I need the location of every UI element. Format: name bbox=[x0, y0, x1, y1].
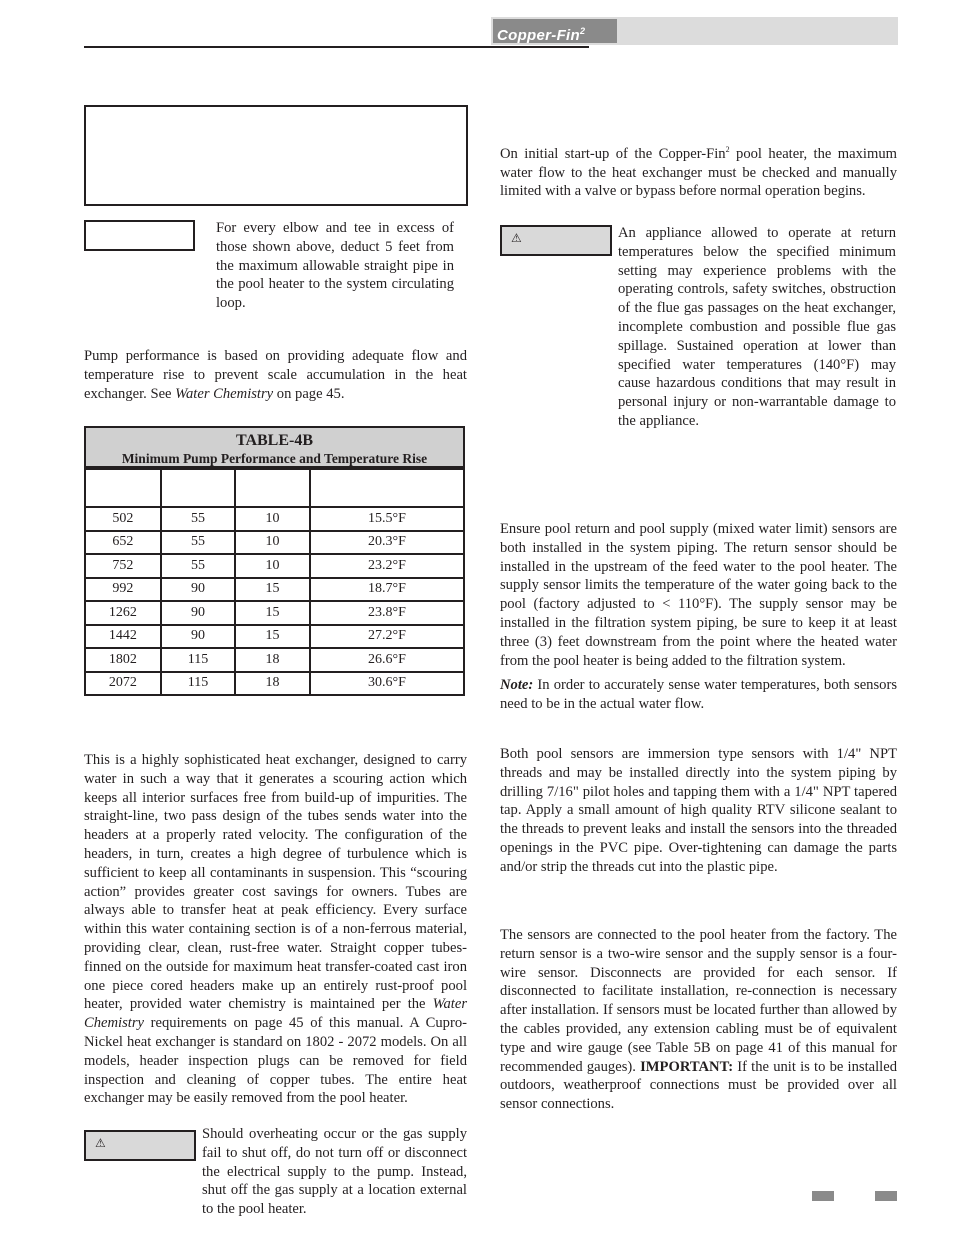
startup-text-2: pool heater, the maximum water flow to the heat exchanger must be checked and manually limited with a valve or bypass before normal operation begins. bbox=[500, 145, 897, 200]
note-label-box bbox=[84, 220, 195, 251]
important-label: IMPORTANT: bbox=[640, 1058, 734, 1075]
logo-text: Copper-Fin bbox=[497, 27, 580, 44]
overheating-warning: Should overheating occur or the gas supply fail to shut off, do not turn off or disconnect the electrical supply to the pump. Instead, shut off the gas supply at a location external to the pool heater. bbox=[202, 1126, 467, 1218]
pipe-cell: 15 bbox=[235, 601, 310, 625]
temp-rise-cell: 27.2°F bbox=[310, 625, 464, 649]
pump-performance-table bbox=[84, 468, 465, 696]
table-row bbox=[85, 578, 464, 602]
pipe-cell: 15 bbox=[235, 578, 310, 602]
temp-rise-cell: 18.7°F bbox=[310, 578, 464, 602]
pipe-cell: 10 bbox=[235, 507, 310, 531]
footer-mark bbox=[875, 1191, 897, 1201]
table-4b-header bbox=[84, 426, 465, 468]
gpm-cell: 90 bbox=[161, 578, 236, 602]
hx-text-2: requirements on page 45 of this manual. A Cupro-Nickel heat exchanger is standard on 1802 - 2072 models. On all models, header inspection plugs can be removed for field inspection and cleaning of copper tubes. The entire heat exchanger may be easily removed from the pool heater. bbox=[84, 1015, 467, 1107]
table-row bbox=[85, 648, 464, 672]
connect-text-1: The sensors are connected to the pool heater from the factory. The return sensor is a two-wire sensor and the supply sensor is a four-wire sensor. Disconnects are provided for each sensor. If disconnected to facilitate installation, re-connection is necessary after installation. If sensors must be located further than allowed by the cables provided, any extension cabling must be of equivalent type and wire gauge (see Table 5B on page 41 of this manual for recommended gauges). bbox=[500, 927, 897, 1075]
model-cell: 652 bbox=[85, 531, 161, 555]
pipe-cell: 10 bbox=[235, 554, 310, 578]
gpm-cell: 55 bbox=[161, 531, 236, 555]
water-chemistry-ref: Water Chemistry bbox=[84, 996, 467, 1032]
header-rule bbox=[84, 46, 589, 48]
blank-box bbox=[84, 105, 468, 206]
connect-text-2: If the unit is to be installed outdoors, weatherproof connections must be provided over all sensor connections. bbox=[500, 1058, 897, 1113]
pump-perf-text-2: on page 45. bbox=[273, 385, 345, 402]
warning-label-box bbox=[500, 225, 612, 256]
table-row bbox=[85, 601, 464, 625]
temp-rise-cell: 23.2°F bbox=[310, 554, 464, 578]
sensor-connection-paragraph bbox=[500, 926, 897, 1114]
temp-rise-cell: 23.8°F bbox=[310, 601, 464, 625]
logo-superscript: 2 bbox=[580, 26, 586, 36]
sensors-paragraph: Ensure pool return and pool supply (mixed water limit) sensors are both installed in the system piping. The return sensor should be installed in the upstream of the feed water to the pool heater. The supply sensor limits the temperature of the water going back to the pool (factory adjusted to < 110°F). The supply sensor may be installed in the filtration system piping, be sure to keep it at least three (3) feet downstream from the point where the heated water from the pool heater is being added to the filtration system. bbox=[500, 521, 897, 669]
pipe-cell: 10 bbox=[235, 531, 310, 555]
model-cell: 992 bbox=[85, 578, 161, 602]
temp-rise-cell: 15.5°F bbox=[310, 507, 464, 531]
table-subtitle: Minimum Pump Performance and Temperature Rise bbox=[121, 451, 428, 466]
table-row bbox=[85, 625, 464, 649]
pipe-cell: 15 bbox=[235, 625, 310, 649]
model-cell: 1802 bbox=[85, 648, 161, 672]
model-cell: 502 bbox=[85, 507, 161, 531]
pump-performance-paragraph bbox=[84, 347, 467, 403]
gpm-cell: 115 bbox=[161, 672, 236, 696]
gpm-cell: 90 bbox=[161, 601, 236, 625]
startup-paragraph bbox=[500, 141, 897, 201]
header-cell bbox=[161, 469, 236, 507]
pipe-cell: 18 bbox=[235, 672, 310, 696]
model-cell: 1262 bbox=[85, 601, 161, 625]
return-temperature-warning: An appliance allowed to operate at return temperatures below the specified minimum setting may experience problems with the operating controls, safety switches, obstruction of the flue gas passages on the heat exchanger, incomplete combustion and possible flue gas spillage. Sustained operation at lower than specified water temperatures (140°F) may cause hazardous conditions that may result in personal injury or non-warrantable damage to the appliance. bbox=[618, 225, 896, 429]
temp-rise-cell: 30.6°F bbox=[310, 672, 464, 696]
gpm-cell: 115 bbox=[161, 648, 236, 672]
warning-label-box bbox=[84, 1130, 196, 1161]
heat-exchanger-paragraph bbox=[84, 751, 467, 1108]
table-row bbox=[85, 554, 464, 578]
note-paragraph bbox=[500, 676, 897, 714]
table-title: TABLE-4B bbox=[235, 432, 314, 449]
model-cell: 752 bbox=[85, 554, 161, 578]
gpm-cell: 55 bbox=[161, 507, 236, 531]
table-header-row bbox=[85, 469, 464, 507]
model-cell: 1442 bbox=[85, 625, 161, 649]
table-row bbox=[85, 672, 464, 696]
footer-mark bbox=[812, 1191, 834, 1201]
gpm-cell: 90 bbox=[161, 625, 236, 649]
temp-rise-cell: 26.6°F bbox=[310, 648, 464, 672]
brand-logo bbox=[493, 19, 617, 43]
immersion-sensors-paragraph: Both pool sensors are immersion type sensors with 1/4" NPT threads and may be installed directly into the system piping by drilling 7/16" pilot holes and tapping them with a 1/4" NPT tapered tap. Apply a small amount of high quality RTV silicone sealant to the threads to prevent leaks and install the sensors into the threaded openings in the PVC pipe. Over-tightening can damage the parts and/or strip the threads cut into the plastic pipe. bbox=[500, 746, 897, 875]
note-text: In order to accurately sense water temperatures, both sensors need to be in the actual water flow. bbox=[500, 677, 897, 712]
pump-perf-text-1: Pump performance is based on providing adequate flow and temperature rise to prevent scale accumulation in the heat exchanger. See bbox=[84, 348, 467, 402]
hx-text-1: This is a highly sophisticated heat exchanger, designed to carry water in such a way that it generates a scouring action which keeps all interior surfaces free from build-up of impurities. The straight-line, two pass design of the tubes sends water into the headers at a properly rated velocity. The configuration of the headers, in turn, creates a high degree of turbulence which is sufficient to keep all contaminants in suspension. This “scouring action” provides greater cost savings for owners. Tubes are always able to transfer heat at peak efficiency. Every surface within this water containing section is of a non-ferrous material, providing clear, clean, rust-free water. Straight copper tubes-finned on the outside for maximum heat transfer-coated cast iron one piece cored headers make up an entirely rust-proof pool heater, provided water chemistry is maintained per the bbox=[84, 752, 467, 1013]
warning-triangle-icon: ⚠ bbox=[95, 1136, 106, 1150]
water-chemistry-ref: Water Chemistry bbox=[175, 385, 274, 402]
warning-triangle-icon: ⚠ bbox=[511, 231, 522, 245]
note-label: Note: bbox=[500, 677, 534, 693]
temp-rise-cell: 20.3°F bbox=[310, 531, 464, 555]
startup-text-1: On initial start-up of the Copper-Fin bbox=[500, 145, 726, 162]
fittings-note: For every elbow and tee in excess of those shown above, deduct 5 feet from the maximum allowable straight pipe in the pool heater to the system circulating loop. bbox=[216, 220, 454, 312]
table-row bbox=[85, 507, 464, 531]
table-row bbox=[85, 531, 464, 555]
header-cell bbox=[85, 469, 161, 507]
gpm-cell: 55 bbox=[161, 554, 236, 578]
header-cell bbox=[235, 469, 310, 507]
startup-superscript: 2 bbox=[725, 145, 730, 154]
pipe-cell: 18 bbox=[235, 648, 310, 672]
model-cell: 2072 bbox=[85, 672, 161, 696]
header-cell bbox=[310, 469, 464, 507]
